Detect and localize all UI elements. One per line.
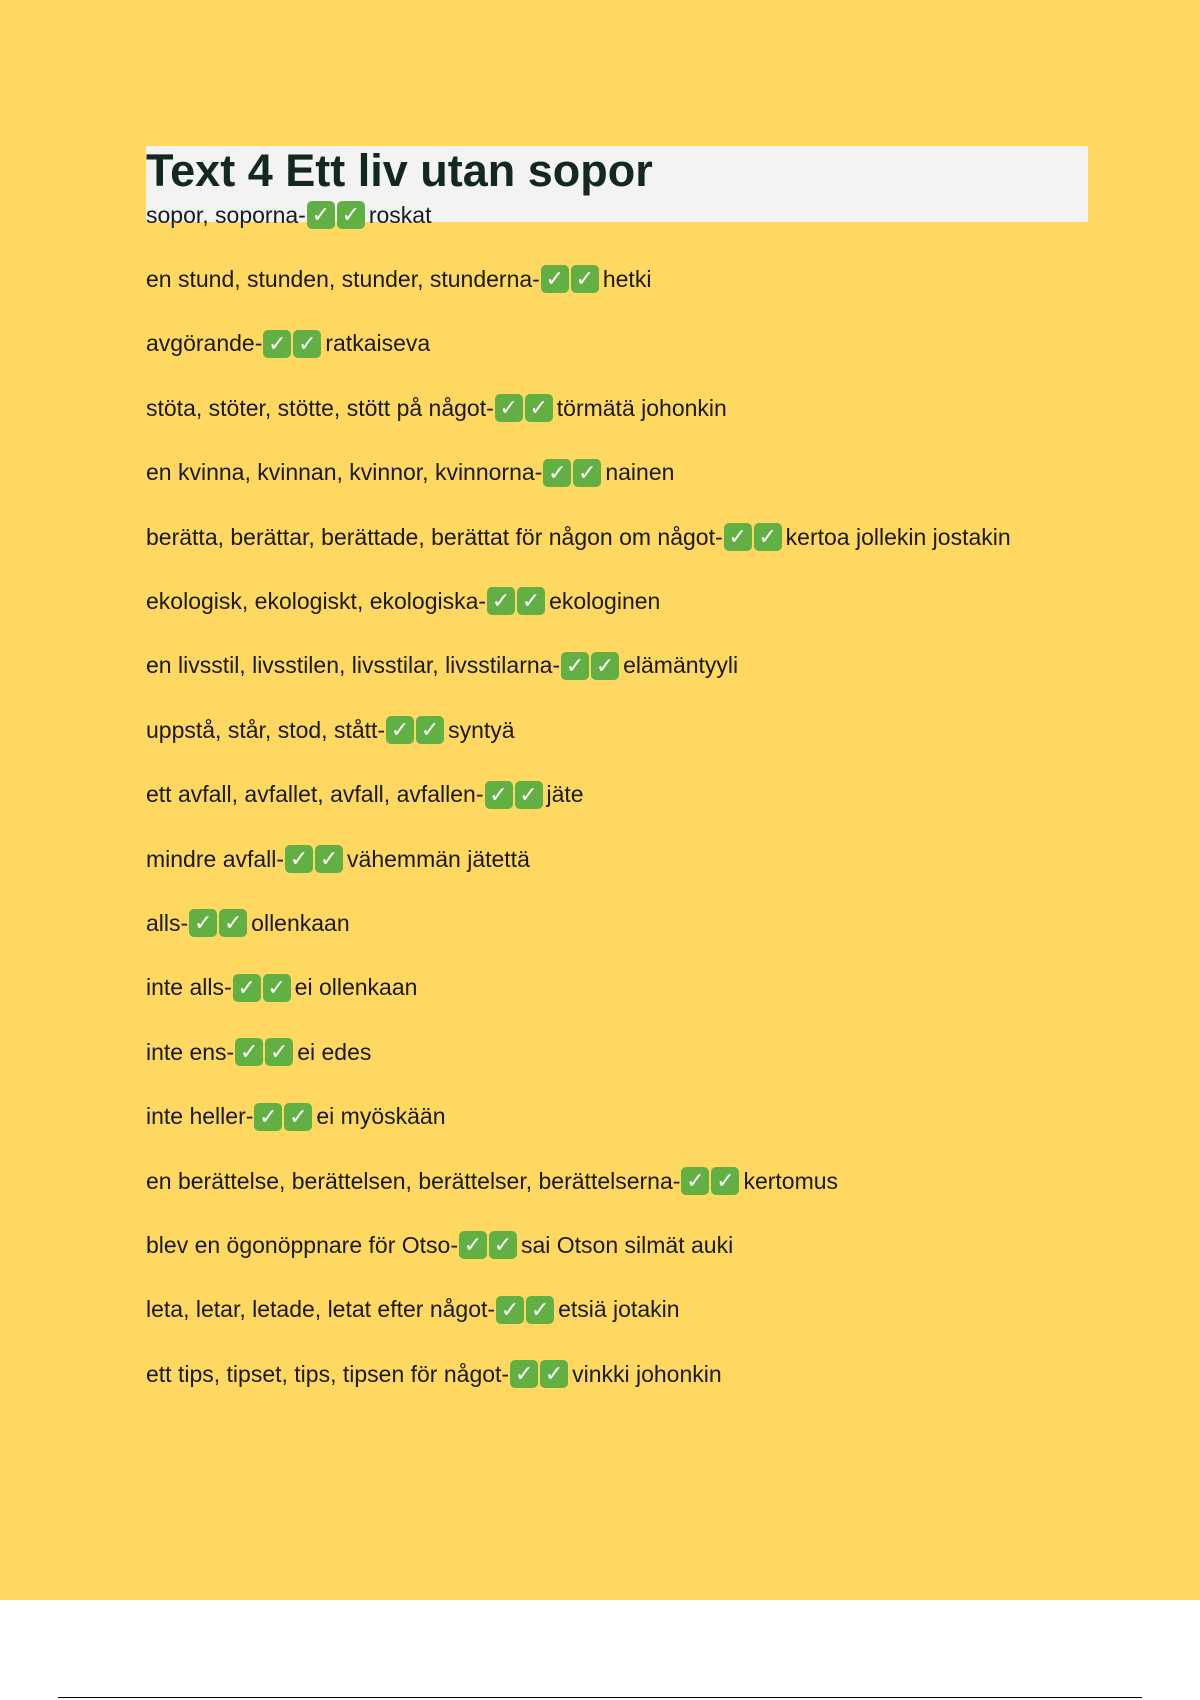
check-marks — [307, 201, 365, 229]
vocab-item — [146, 458, 674, 488]
finnish-translation: kertoa jollekin jostakin — [785, 523, 1011, 550]
check-mark-icon: ✓ — [254, 1103, 282, 1131]
finnish-translation: syntyä — [448, 716, 515, 743]
check-mark-icon: ✓ — [487, 587, 515, 615]
finnish-translation: elämäntyyli — [623, 652, 739, 679]
check-mark-icon: ✓ — [293, 330, 321, 358]
vocab-item — [146, 1037, 371, 1067]
check-mark-icon: ✓ — [337, 201, 365, 229]
swedish-term: ett avfall, avfallet, avfall, avfallen- — [146, 781, 484, 808]
swedish-term: mindre avfall- — [146, 845, 285, 872]
check-marks — [487, 587, 545, 615]
finnish-translation: ekologinen — [549, 587, 661, 614]
check-mark-icon: ✓ — [495, 394, 523, 422]
finnish-translation: vinkki johonkin — [572, 1360, 722, 1387]
swedish-term: ekologisk, ekologiskt, ekologiska- — [146, 587, 487, 614]
check-mark-icon: ✓ — [540, 1360, 568, 1388]
check-marks — [285, 845, 343, 873]
check-mark-icon: ✓ — [315, 845, 343, 873]
vocab-item — [146, 586, 660, 616]
check-mark-icon: ✓ — [496, 1296, 524, 1324]
check-mark-icon: ✓ — [235, 1038, 263, 1066]
finnish-translation: ei myöskään — [316, 1103, 446, 1130]
check-marks — [189, 909, 247, 937]
swedish-term: berätta, berättar, berättade, berättat för någon om något- — [146, 523, 723, 550]
swedish-term: leta, letar, letade, letat efter något- — [146, 1296, 496, 1323]
swedish-term: en berättelse, berättelsen, berättelser, berättelserna- — [146, 1167, 681, 1194]
check-mark-icon: ✓ — [525, 394, 553, 422]
vocab-item — [146, 651, 738, 681]
check-mark-icon: ✓ — [416, 716, 444, 744]
check-mark-icon: ✓ — [681, 1167, 709, 1195]
check-mark-icon: ✓ — [724, 523, 752, 551]
check-marks — [510, 1360, 568, 1388]
swedish-term: ett tips, tipset, tips, tipsen för något- — [146, 1360, 510, 1387]
vocab-item — [146, 1102, 446, 1132]
swedish-term: alls- — [146, 909, 189, 936]
check-mark-icon: ✓ — [571, 265, 599, 293]
check-marks — [263, 330, 321, 358]
vocab-item — [146, 1359, 722, 1389]
vocab-item — [146, 1295, 680, 1325]
check-marks — [543, 459, 601, 487]
finnish-translation: ei edes — [297, 1038, 372, 1065]
check-mark-icon: ✓ — [386, 716, 414, 744]
check-mark-icon: ✓ — [489, 1231, 517, 1259]
bottom-divider — [58, 1697, 1142, 1698]
check-marks — [233, 974, 291, 1002]
check-mark-icon: ✓ — [233, 974, 261, 1002]
check-mark-icon: ✓ — [711, 1167, 739, 1195]
vocab-item — [146, 393, 727, 423]
check-mark-icon: ✓ — [307, 201, 335, 229]
vocab-item — [146, 1230, 733, 1260]
swedish-term: en stund, stunden, stunder, stunderna- — [146, 265, 540, 292]
finnish-translation: hetki — [602, 265, 652, 292]
swedish-term: inte heller- — [146, 1103, 254, 1130]
swedish-term: inte alls- — [146, 974, 232, 1001]
check-marks — [496, 1296, 554, 1324]
check-mark-icon: ✓ — [265, 1038, 293, 1066]
vocab-item — [146, 973, 417, 1003]
swedish-term: inte ens- — [146, 1038, 235, 1065]
check-mark-icon: ✓ — [543, 459, 571, 487]
finnish-translation: vähemmän jätettä — [347, 845, 530, 872]
check-marks — [459, 1231, 517, 1259]
finnish-translation: törmätä johonkin — [556, 394, 727, 421]
check-mark-icon: ✓ — [284, 1103, 312, 1131]
vocab-item — [146, 200, 431, 230]
check-mark-icon: ✓ — [219, 909, 247, 937]
check-mark-icon: ✓ — [515, 781, 543, 809]
check-mark-icon: ✓ — [285, 845, 313, 873]
swedish-term: avgörande- — [146, 330, 263, 357]
swedish-term: uppstå, står, stod, stått- — [146, 716, 386, 743]
finnish-translation: ratkaiseva — [325, 330, 431, 357]
swedish-term: stöta, stöter, stötte, stött på något- — [146, 394, 494, 421]
check-mark-icon: ✓ — [263, 330, 291, 358]
check-mark-icon: ✓ — [459, 1231, 487, 1259]
check-marks — [495, 394, 553, 422]
check-marks — [386, 716, 444, 744]
check-mark-icon: ✓ — [573, 459, 601, 487]
vocab-item — [146, 1166, 838, 1196]
finnish-translation: ollenkaan — [251, 909, 350, 936]
swedish-term: en livsstil, livsstilen, livsstilar, livsstilarna- — [146, 652, 561, 679]
finnish-translation: jäte — [546, 781, 584, 808]
check-marks — [235, 1038, 293, 1066]
swedish-term: en kvinna, kvinnan, kvinnor, kvinnorna- — [146, 459, 543, 486]
check-mark-icon: ✓ — [485, 781, 513, 809]
finnish-translation: roskat — [368, 201, 432, 228]
vocab-item — [146, 844, 530, 874]
check-marks — [724, 523, 782, 551]
vocab-item — [146, 780, 584, 810]
swedish-term: sopor, soporna- — [146, 201, 306, 228]
vocab-item — [146, 329, 430, 359]
check-mark-icon: ✓ — [263, 974, 291, 1002]
swedish-term: blev en ögonöppnare för Otso- — [146, 1231, 458, 1258]
vocab-item — [146, 908, 350, 938]
check-marks — [254, 1103, 312, 1131]
check-mark-icon: ✓ — [561, 652, 589, 680]
check-mark-icon: ✓ — [510, 1360, 538, 1388]
finnish-translation: etsiä jotakin — [558, 1296, 680, 1323]
check-marks — [541, 265, 599, 293]
check-marks — [561, 652, 619, 680]
finnish-translation: sai Otson silmät auki — [520, 1231, 734, 1258]
finnish-translation: ei ollenkaan — [294, 974, 418, 1001]
finnish-translation: kertomus — [743, 1167, 839, 1194]
vocab-item — [146, 715, 515, 745]
vocab-item — [146, 522, 1011, 552]
check-mark-icon: ✓ — [189, 909, 217, 937]
check-mark-icon: ✓ — [754, 523, 782, 551]
check-mark-icon: ✓ — [517, 587, 545, 615]
check-mark-icon: ✓ — [526, 1296, 554, 1324]
check-mark-icon: ✓ — [541, 265, 569, 293]
check-marks — [681, 1167, 739, 1195]
vocab-item — [146, 264, 651, 294]
finnish-translation: nainen — [605, 459, 675, 486]
check-mark-icon: ✓ — [591, 652, 619, 680]
check-marks — [485, 781, 543, 809]
page-title: Text 4 Ett liv utan sopor — [146, 145, 653, 196]
